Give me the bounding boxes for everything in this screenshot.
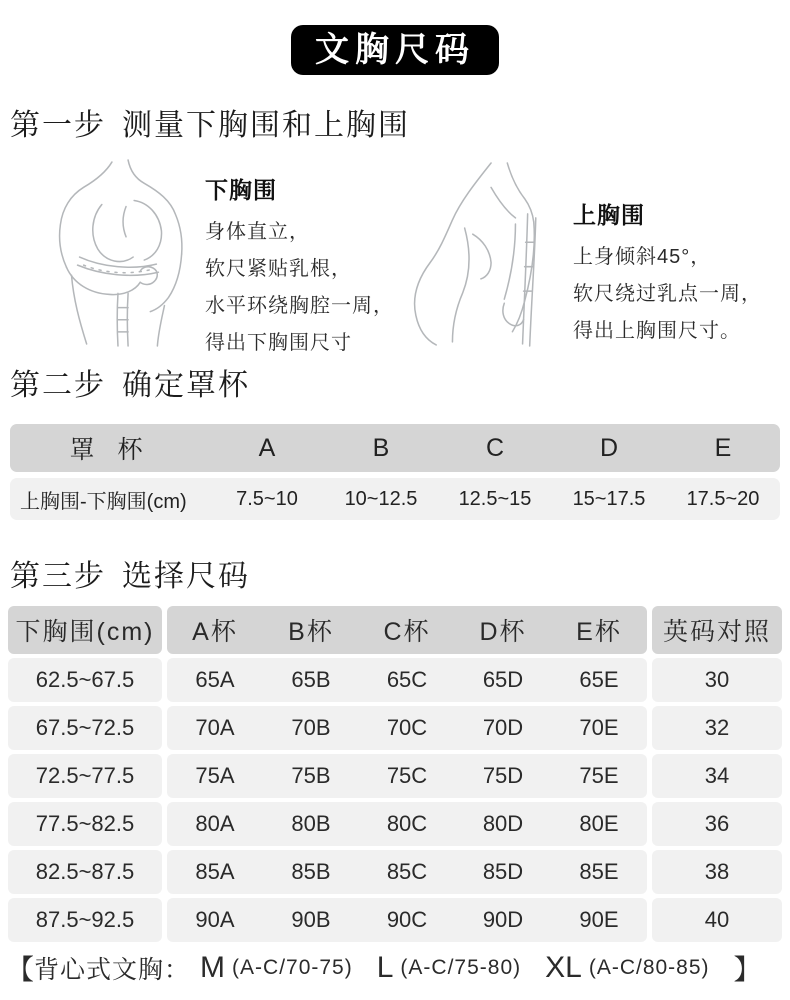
overbust-title: 上胸围 xyxy=(573,202,645,228)
size-cell: 85A xyxy=(195,859,235,884)
size-header-cup-c: C杯 xyxy=(383,618,431,646)
size-header-cups xyxy=(167,606,647,654)
uk-size: 38 xyxy=(652,850,782,894)
overbust-line-3: 得出上胸围尺寸。 xyxy=(573,320,741,342)
size-cell: 80E xyxy=(579,811,619,836)
size-cell: 90C xyxy=(386,907,428,932)
size-cell: 90E xyxy=(579,907,619,932)
cup-header-e: E xyxy=(714,433,732,462)
uk-size: 34 xyxy=(652,754,782,798)
step2-title: 确定罩杯 xyxy=(122,369,250,402)
size-table-row xyxy=(8,706,782,750)
vest-size-l xyxy=(377,951,521,985)
cup-diff-e: 17.5~20 xyxy=(686,487,760,510)
size-cell: 75D xyxy=(482,763,524,788)
vest-size-xl-name: XL xyxy=(545,951,582,984)
size-header-cup-a: A杯 xyxy=(192,618,238,646)
size-cell: 85D xyxy=(482,859,524,884)
size-cells xyxy=(167,754,647,798)
underbust-line-3: 水平环绕胸腔一周， xyxy=(205,295,394,317)
vest-size-xl-range: (A-C/80-85) xyxy=(588,956,710,979)
overbust-line-1: 上身倾斜45°， xyxy=(573,246,712,268)
size-cells xyxy=(167,706,647,750)
cup-header-b: B xyxy=(372,433,390,462)
cup-table-data-row xyxy=(10,478,780,520)
size-cell: 70C xyxy=(386,715,428,740)
size-cell: 85B xyxy=(291,859,331,884)
size-cell: 65E xyxy=(579,667,619,692)
size-cell: 65A xyxy=(195,667,235,692)
size-cell: 80B xyxy=(291,811,331,836)
size-cell: 80D xyxy=(482,811,524,836)
underbust-instructions xyxy=(205,172,394,362)
step3-heading xyxy=(10,551,250,595)
size-cell: 70D xyxy=(482,715,524,740)
size-cell: 75B xyxy=(291,763,331,788)
underbust-line-1: 身体直立， xyxy=(205,221,310,243)
size-selection-table xyxy=(8,606,782,946)
size-cell: 70A xyxy=(195,715,235,740)
cup-header-c: C xyxy=(485,433,505,462)
size-cell: 65B xyxy=(291,667,331,692)
band-range: 82.5~87.5 xyxy=(8,850,162,894)
size-table-row xyxy=(8,754,782,798)
size-cells xyxy=(167,802,647,846)
size-cell: 75C xyxy=(386,763,428,788)
size-cell: 65D xyxy=(482,667,524,692)
overbust-measure-illustration xyxy=(405,161,569,349)
step2-prefix: 第二步 xyxy=(10,369,106,402)
vest-size-m-range: (A-C/70-75) xyxy=(232,956,353,979)
size-table-row xyxy=(8,802,782,846)
size-header-cup-b: B杯 xyxy=(288,618,334,646)
uk-size: 32 xyxy=(652,706,782,750)
size-cell: 75E xyxy=(579,763,619,788)
overbust-line-2: 软尺绕过乳点一周， xyxy=(573,283,762,305)
cup-diff-label: 上胸围-下胸围(cm) xyxy=(20,490,187,513)
cup-diff-c: 12.5~15 xyxy=(458,487,532,510)
size-table-row xyxy=(8,898,782,942)
size-cell: 85E xyxy=(579,859,619,884)
size-table-row xyxy=(8,658,782,702)
step1-prefix: 第一步 xyxy=(10,109,106,142)
size-cell: 70B xyxy=(291,715,331,740)
vest-size-m-name: M xyxy=(200,951,226,984)
step3-title: 选择尺码 xyxy=(122,560,250,593)
band-range: 62.5~67.5 xyxy=(8,658,162,702)
size-cell: 90A xyxy=(195,907,235,932)
size-cells xyxy=(167,898,647,942)
size-cell: 65C xyxy=(386,667,428,692)
cup-header-d: D xyxy=(599,433,619,462)
vest-size-l-range: (A-C/75-80) xyxy=(400,956,522,979)
size-cell: 80C xyxy=(386,811,428,836)
uk-size: 36 xyxy=(652,802,782,846)
underbust-measure-illustration xyxy=(38,156,202,348)
uk-size: 40 xyxy=(652,898,782,942)
close-bracket: 】 xyxy=(733,954,762,985)
vest-size-m xyxy=(200,951,353,985)
band-range: 67.5~72.5 xyxy=(8,706,162,750)
underbust-title: 下胸围 xyxy=(205,177,277,203)
step3-prefix: 第三步 xyxy=(10,560,106,593)
size-cell: 85C xyxy=(386,859,428,884)
uk-size: 30 xyxy=(652,658,782,702)
size-table-row xyxy=(8,850,782,894)
step1-heading xyxy=(10,100,410,144)
size-cell: 70E xyxy=(579,715,619,740)
cup-diff-d: 15~17.5 xyxy=(572,487,646,510)
size-header-cup-d: D杯 xyxy=(479,618,527,646)
size-cell: 90D xyxy=(482,907,524,932)
vest-bra-size-note xyxy=(6,948,786,988)
band-range: 77.5~82.5 xyxy=(8,802,162,846)
step1-title: 测量下胸围和上胸围 xyxy=(122,109,410,142)
open-bracket: 【 xyxy=(6,954,35,985)
size-cell: 75A xyxy=(195,763,235,788)
overbust-instructions xyxy=(573,197,762,350)
vest-size-l-name: L xyxy=(376,951,394,984)
cup-diff-a: 7.5~10 xyxy=(236,487,298,510)
cup-size-table xyxy=(10,424,780,520)
vest-note-label: 背心式文胸： xyxy=(34,956,191,984)
cup-diff-b: 10~12.5 xyxy=(344,487,418,510)
band-range: 87.5~92.5 xyxy=(8,898,162,942)
cup-table-header-row xyxy=(10,424,780,472)
size-cell: 80A xyxy=(195,811,235,836)
underbust-line-4: 得出下胸围尺寸 xyxy=(205,332,352,354)
size-header-uk: 英码对照 xyxy=(652,606,782,654)
size-header-cup-e: E杯 xyxy=(576,618,622,646)
cup-header-a: A xyxy=(258,433,276,462)
page-title: 文胸尺码 xyxy=(291,25,499,75)
size-cells xyxy=(167,658,647,702)
vest-size-xl xyxy=(545,951,709,985)
band-range: 72.5~77.5 xyxy=(8,754,162,798)
size-header-band: 下胸围(cm) xyxy=(8,606,162,654)
cup-table-header-label: 罩 杯 xyxy=(69,436,151,464)
underbust-line-2: 软尺紧贴乳根， xyxy=(205,258,352,280)
step2-heading xyxy=(10,360,250,404)
size-cells xyxy=(167,850,647,894)
size-cell: 90B xyxy=(291,907,331,932)
size-table-header-row xyxy=(8,606,782,654)
